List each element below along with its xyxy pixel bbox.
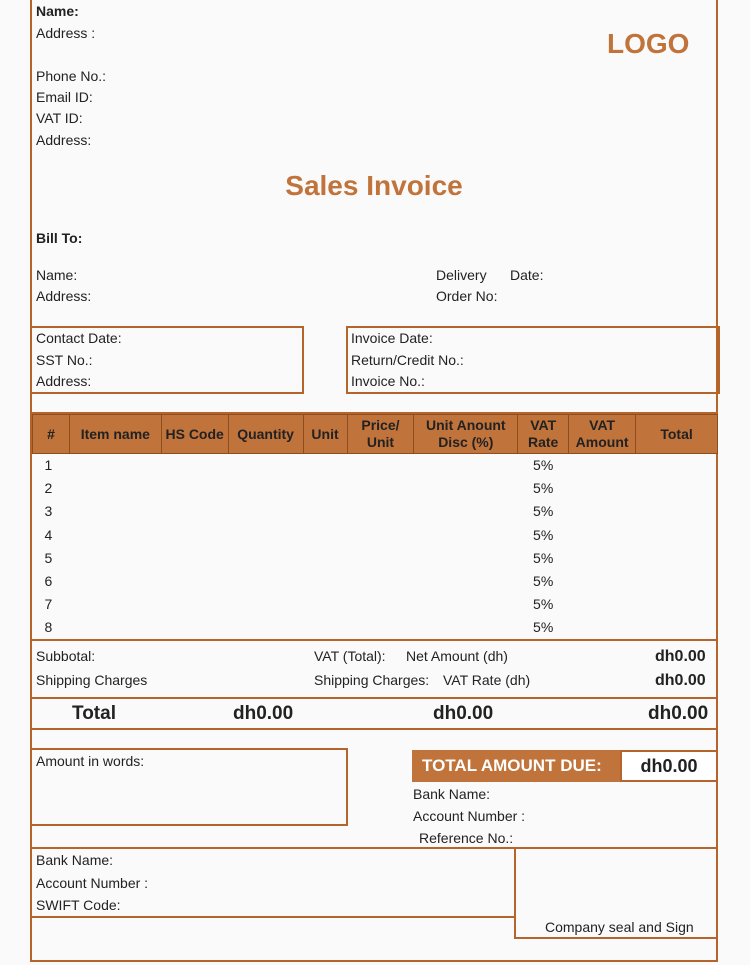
total-due-label: TOTAL AMOUNT DUE: [412,750,620,782]
table-row [33,524,718,547]
table-row [33,570,718,593]
bank-left-account-label: Account Number : [36,875,149,891]
seal-divider [514,847,516,939]
bill-to-name-label: Name: [36,267,78,283]
col-header-unit: Unit [303,415,347,454]
row-vat-rate: 5% [533,480,554,497]
net-amount-label: Net Amount (dh) [406,648,508,664]
subtotal-value: dh0.00 [655,648,706,665]
row-number: 8 [44,619,53,636]
total-value-1: dh0.00 [233,703,294,724]
total-value-2: dh0.00 [433,703,494,724]
col-header-hs-code: HS Code [161,415,228,454]
total-due-value: dh0.00 [620,750,718,782]
delivery-label: Delivery [436,267,487,283]
seller-email-label: Email ID: [36,89,93,105]
bank-right-account-label: Account Number : [413,808,526,824]
bank-right-name-label: Bank Name: [413,786,491,802]
items-table [32,414,718,640]
seller-name-label: Name: [36,3,79,19]
col-header-vat-amount: VAT Amount [569,415,636,454]
table-row [33,454,718,478]
company-seal-label: Company seal and Sign [545,919,694,935]
row-number: 6 [44,573,53,590]
vat-total-label: VAT (Total): [314,648,386,664]
table-row [33,616,718,639]
seller-vat-label: VAT ID: [36,110,83,126]
col-header-item-name: Item name [69,415,161,454]
divider [32,697,718,699]
total-value-3: dh0.00 [648,703,709,724]
shipping-charges-label: Shipping Charges: [314,672,430,688]
divider [32,916,516,918]
seller-address-label: Address : [36,25,96,41]
row-vat-rate: 5% [533,596,554,613]
row-number: 4 [44,526,53,543]
row-number: 3 [44,503,53,520]
table-row [33,477,718,500]
col-header-unit-discount: Unit Anount Disc (%) [414,415,518,454]
seller-phone-label: Phone No.: [36,68,107,84]
order-no-label: Order No: [436,288,498,304]
col-header-number: # [33,415,70,454]
divider [32,847,718,849]
divider [32,728,718,730]
invoice-page [30,0,718,962]
vat-rate-label: VAT Rate (dh) [443,672,531,688]
return-credit-label: Return/Credit No.: [351,352,464,368]
row-number: 5 [44,549,53,566]
bill-to-address-label: Address: [36,288,92,304]
bank-left-name-label: Bank Name: [36,852,114,868]
table-row [33,500,718,523]
row-vat-rate: 5% [533,573,554,590]
reference-label: Reference No.: [419,830,514,846]
col-header-price-unit: Price/ Unit [347,415,414,454]
page-title: Sales Invoice [285,170,463,201]
contact-date-label: Contact Date: [36,330,122,346]
col-header-total: Total [636,415,718,454]
shipping-value: dh0.00 [655,672,706,689]
bill-to-heading: Bill To: [36,230,83,246]
shipping-label: Shipping Charges [36,672,148,688]
row-number: 2 [44,480,53,497]
row-vat-rate: 5% [533,503,554,520]
table-row [33,547,718,570]
swift-label: SWIFT Code: [36,897,121,913]
invoice-date-label: Invoice Date: [351,330,433,346]
logo: LOGO [607,28,690,59]
row-vat-rate: 5% [533,619,554,636]
row-number: 7 [44,596,53,613]
row-vat-rate: 5% [533,549,554,566]
col-header-quantity: Quantity [228,415,303,454]
date-label: Date: [510,267,544,283]
total-label: Total [72,703,116,724]
row-vat-rate: 5% [533,457,554,474]
table-row [33,593,718,616]
seller-address2-label: Address: [36,132,92,148]
divider [32,639,718,641]
sst-label: SST No.: [36,352,93,368]
subtotal-label: Subbotal: [36,648,96,664]
contact-address-label: Address: [36,373,92,389]
row-vat-rate: 5% [533,526,554,543]
table-header-row [33,415,718,454]
col-header-vat-rate: VAT Rate [518,415,569,454]
row-number: 1 [44,457,53,474]
amount-words-label: Amount in words: [36,753,145,769]
invoice-no-label: Invoice No.: [351,373,425,389]
